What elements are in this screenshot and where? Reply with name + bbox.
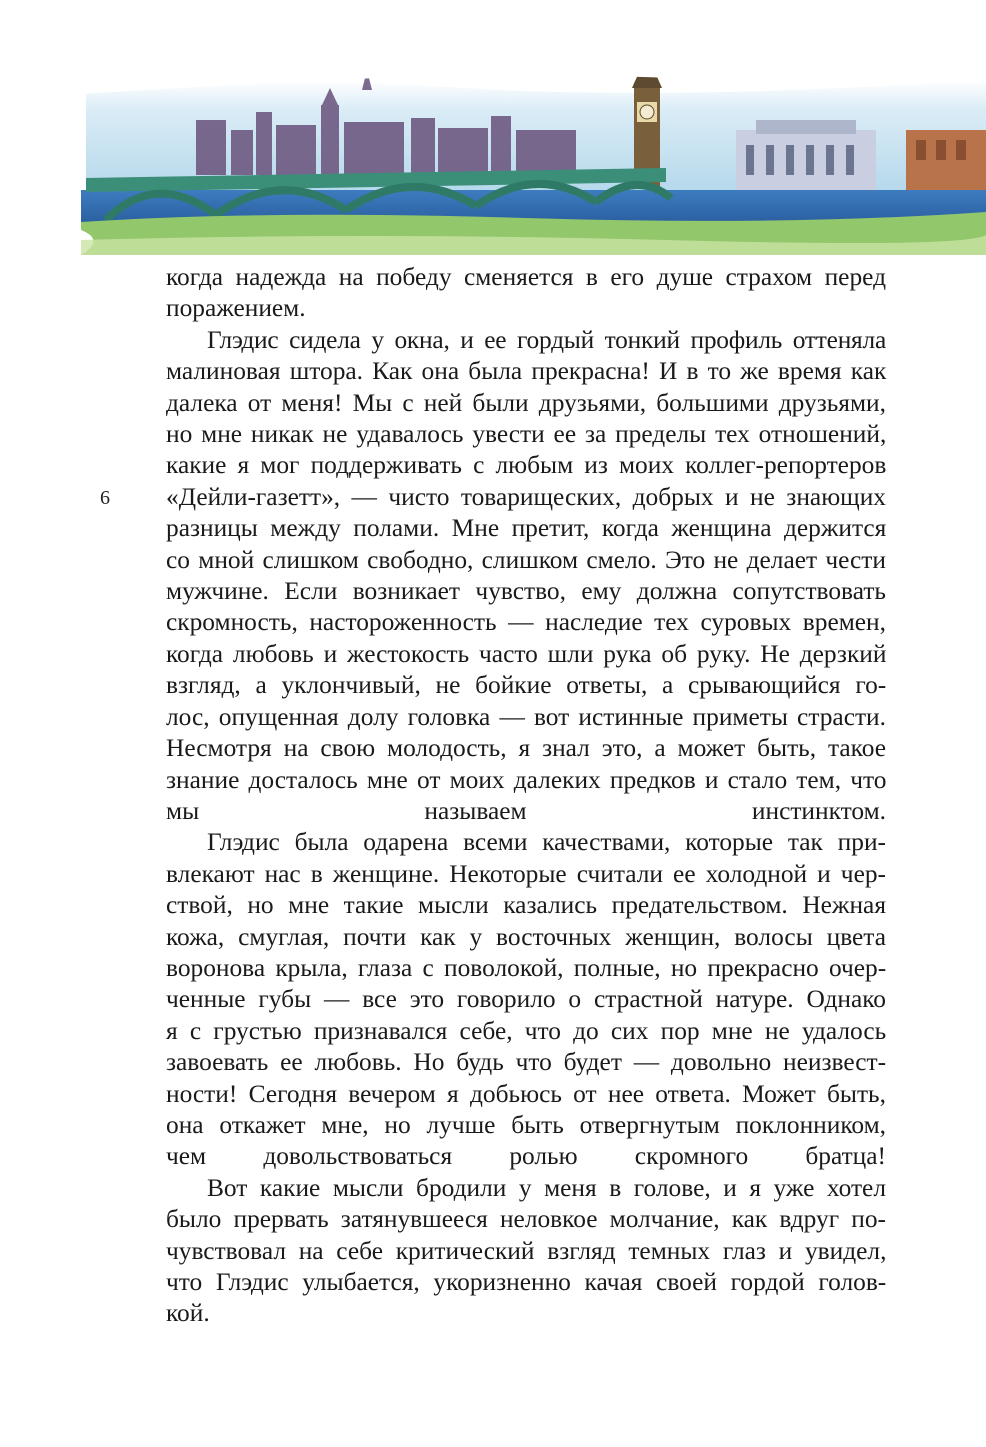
text-line: кой.	[166, 1299, 210, 1328]
text-line: чем довольствоваться ролью скромного братца!	[166, 1142, 886, 1171]
text-line: кожа, смуглая, почти как у восточных женщин, волосы цвета	[166, 922, 886, 951]
page-number: 6	[100, 487, 110, 509]
text-line: взгляд, а уклончивый, не бойкие ответы, а срывающийся го-	[166, 671, 887, 700]
paragraph	[166, 1173, 886, 1330]
text-line: Глэдис была одарена всеми качествами, которые так при-	[207, 828, 886, 857]
text-line: я с грустью признавался себе, что до сих пор мне не удалось	[166, 1016, 887, 1045]
london-westminster-skyline-illustration-icon	[66, 50, 986, 255]
text-line: было прервать затянувшееся неловкое молчание, как вдруг по-	[166, 1205, 886, 1234]
text-line: знание досталось мне от моих далеких предков и стало тем, что	[166, 765, 887, 794]
text-line: поражением.	[166, 294, 306, 323]
text-line: она откажет мне, но лучше быть отвергнутым поклонником,	[166, 1110, 887, 1139]
body-text	[166, 262, 886, 1330]
text-line: лос, опущенная долу головка — вот истинные приметы страсти.	[166, 702, 886, 731]
text-line: но мне никак не удавалось увести ее за пределы тех отношений,	[166, 420, 887, 449]
text-line: мы называем инстинктом.	[166, 796, 886, 825]
paragraph	[166, 827, 886, 1172]
text-line: воронова крыла, глаза с поволокой, полные, но прекрасно очер-	[166, 953, 887, 982]
text-line: чувствовал на себе критический взгляд темных глаз и увидел,	[166, 1236, 887, 1265]
text-line: со мной слишком свободно, слишком смело. Это не делает чести	[166, 545, 886, 574]
paragraph	[166, 262, 886, 325]
text-line: ности! Сегодня вечером я добьюсь от нее ответа. Может быть,	[166, 1079, 886, 1108]
text-line: ченные губы — все это говорило о страстной натуре. Однако	[166, 985, 886, 1014]
london-skyline-illustration	[66, 50, 986, 255]
text-line: малиновая штора. Как она была прекрасна! И в то же время как	[166, 357, 887, 386]
text-line: Вот какие мысли бродили у меня в голове, и я уже хотел	[207, 1173, 886, 1202]
text-line: скромность, настороженность — наследие тех суровых времен,	[166, 608, 886, 637]
text-line: мужчине. Если возникает чувство, ему должна сопутствовать	[166, 577, 886, 606]
text-line: какие я мог поддерживать с любым из моих коллег-репортеров	[166, 451, 887, 480]
text-line: влекают нас в женщине. Некоторые считали ее холодной и чер-	[166, 859, 886, 888]
text-line: «Дейли-газетт», — чисто товарищеских, добрых и не знающих	[166, 482, 886, 511]
text-line: далека от меня! Мы с ней были друзьями, большими друзьями,	[166, 388, 886, 417]
text-line: разницы между полами. Мне претит, когда женщина держится	[166, 514, 887, 543]
text-line: ствой, но мне такие мысли казались предательством. Нежная	[166, 891, 886, 920]
text-line: когда надежда на победу сменяется в его душе страхом перед	[166, 263, 886, 291]
text-line: когда любовь и жестокость часто шли рука об руку. Не дерзкий	[166, 639, 887, 668]
paragraph	[166, 325, 886, 828]
text-line: Глэдис сидела у окна, и ее гордый тонкий профиль оттеняла	[207, 325, 886, 354]
text-line: что Глэдис улыбается, укоризненно качая своей гордой голов-	[166, 1268, 887, 1296]
text-line: завоевать ее любовь. Но будь что будет — довольно неизвест-	[166, 1048, 887, 1077]
text-line: Несмотря на свою молодость, я знал это, а может быть, такое	[166, 734, 886, 763]
